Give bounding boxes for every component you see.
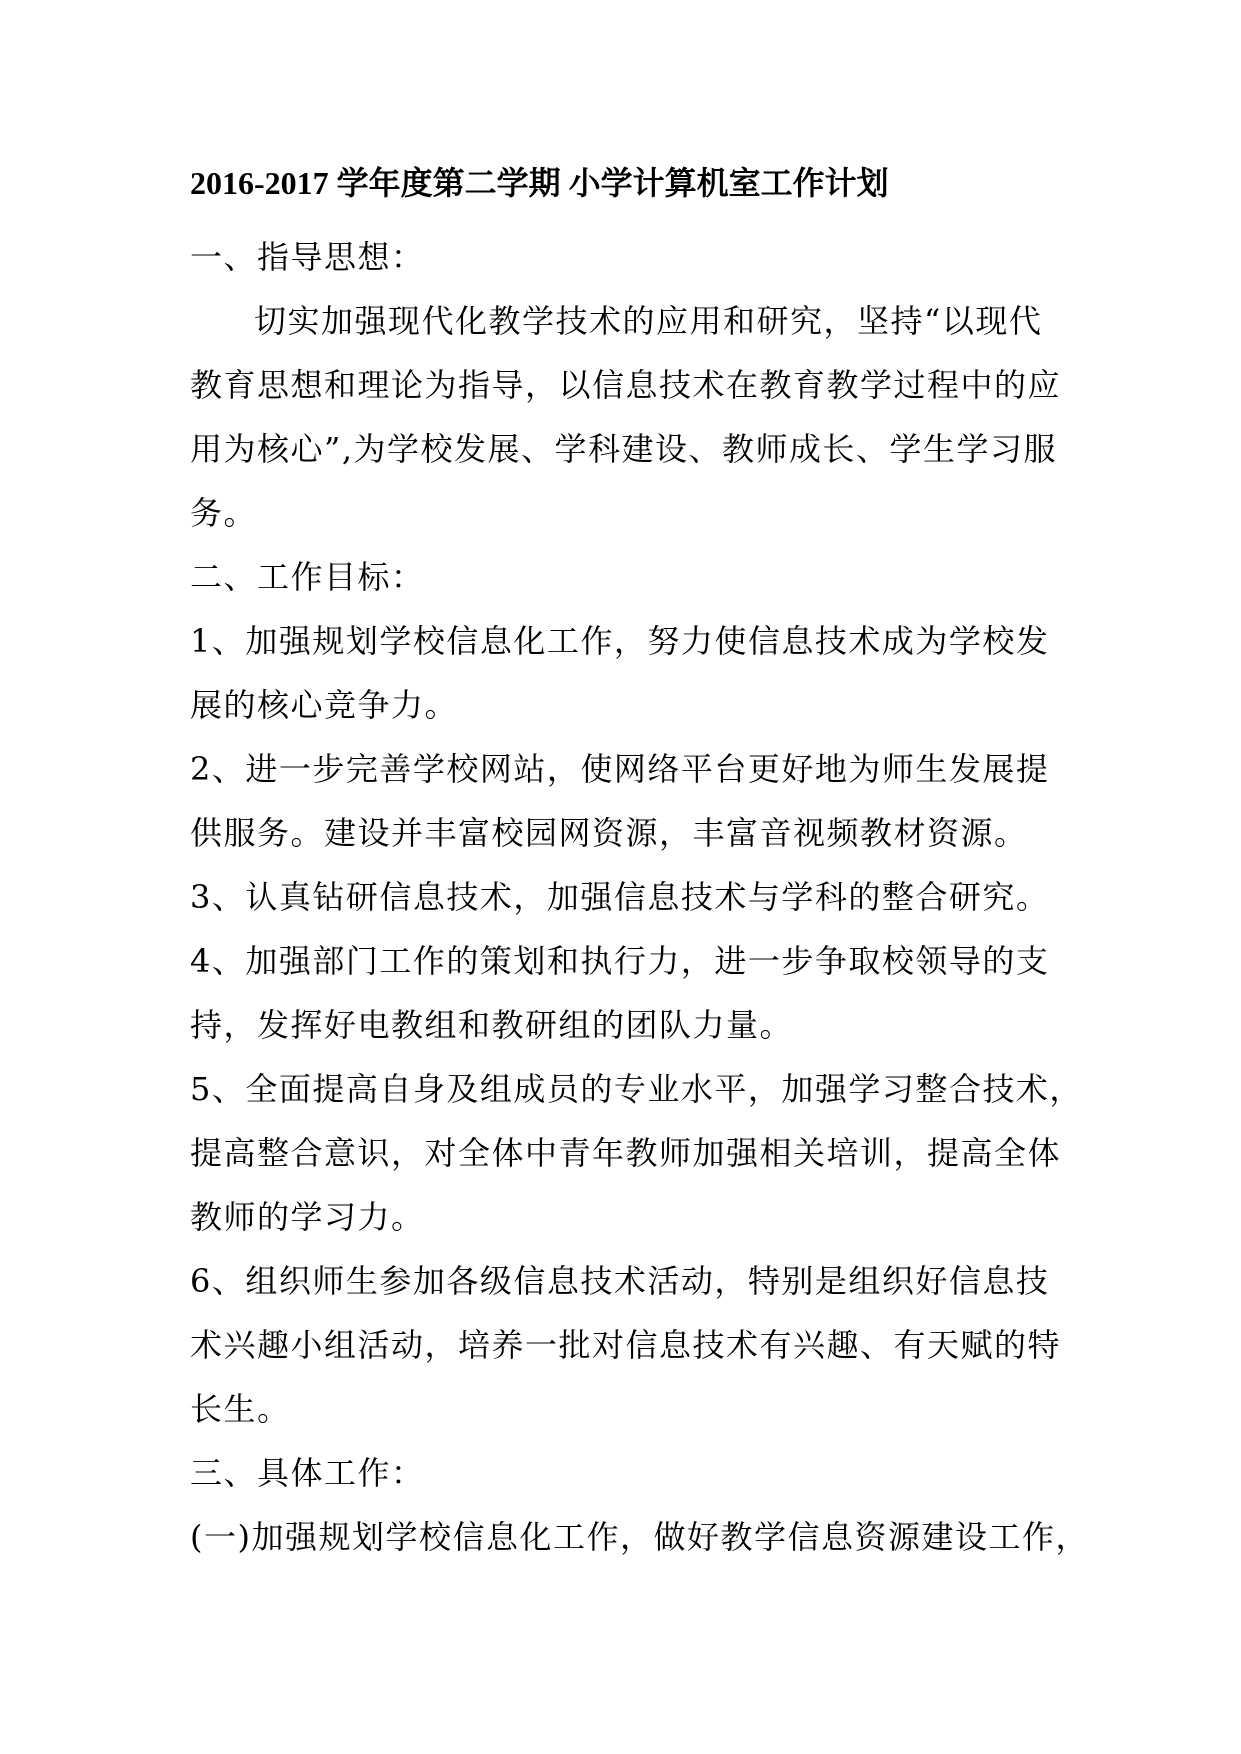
subsection-line: (一)加强规划学校信息化工作，做好教学信息资源建设工作，	[190, 1518, 1089, 1556]
paragraph-line: 用为核心”,为学校发展、学科建设、教师成长、学生学习服	[190, 430, 1058, 468]
paragraph-line: 务。	[190, 494, 258, 532]
list-item-line: 5、全面提高自身及组成员的专业水平，加强学习整合技术，	[190, 1070, 1083, 1108]
paragraph-line: 教育思想和理论为指导，以信息技术在教育教学过程中的应	[190, 366, 1062, 404]
list-item-line: 展的核心竞争力。	[190, 686, 459, 724]
section-heading-work-goals: 二、工作目标：	[190, 558, 425, 596]
paragraph-line: 切实加强现代化教学技术的应用和研究，坚持“以现代	[254, 302, 1043, 340]
document-title: 2016-2017 学年度第二学期 小学计算机室工作计划	[190, 165, 889, 201]
section-heading-specific-work: 三、具体工作：	[190, 1454, 425, 1492]
list-item-line: 1、加强规划学校信息化工作，努力使信息技术成为学校发	[190, 622, 1050, 660]
section-heading-guiding-ideology: 一、指导思想：	[190, 238, 425, 276]
list-item-line: 术兴趣小组活动，培养一批对信息技术有兴趣、有天赋的特	[190, 1326, 1062, 1364]
list-item-line: 3、认真钻研信息技术，加强信息技术与学科的整合研究。	[190, 878, 1050, 916]
list-item-line: 4、加强部门工作的策划和执行力，进一步争取校领导的支	[190, 942, 1050, 980]
list-item-line: 教师的学习力。	[190, 1198, 425, 1236]
document-body	[190, 225, 1089, 1569]
list-item-line: 提高整合意识，对全体中青年教师加强相关培训，提高全体	[190, 1134, 1062, 1172]
list-item-line: 持，发挥好电教组和教研组的团队力量。	[190, 1006, 794, 1044]
list-item-line: 供服务。建设并丰富校园网资源，丰富音视频教材资源。	[190, 814, 1028, 852]
list-item-line: 2、进一步完善学校网站，使网络平台更好地为师生发展提	[190, 750, 1050, 788]
list-item-line: 6、组织师生参加各级信息技术活动，特别是组织好信息技	[190, 1262, 1050, 1300]
list-item-line: 长生。	[190, 1390, 291, 1428]
